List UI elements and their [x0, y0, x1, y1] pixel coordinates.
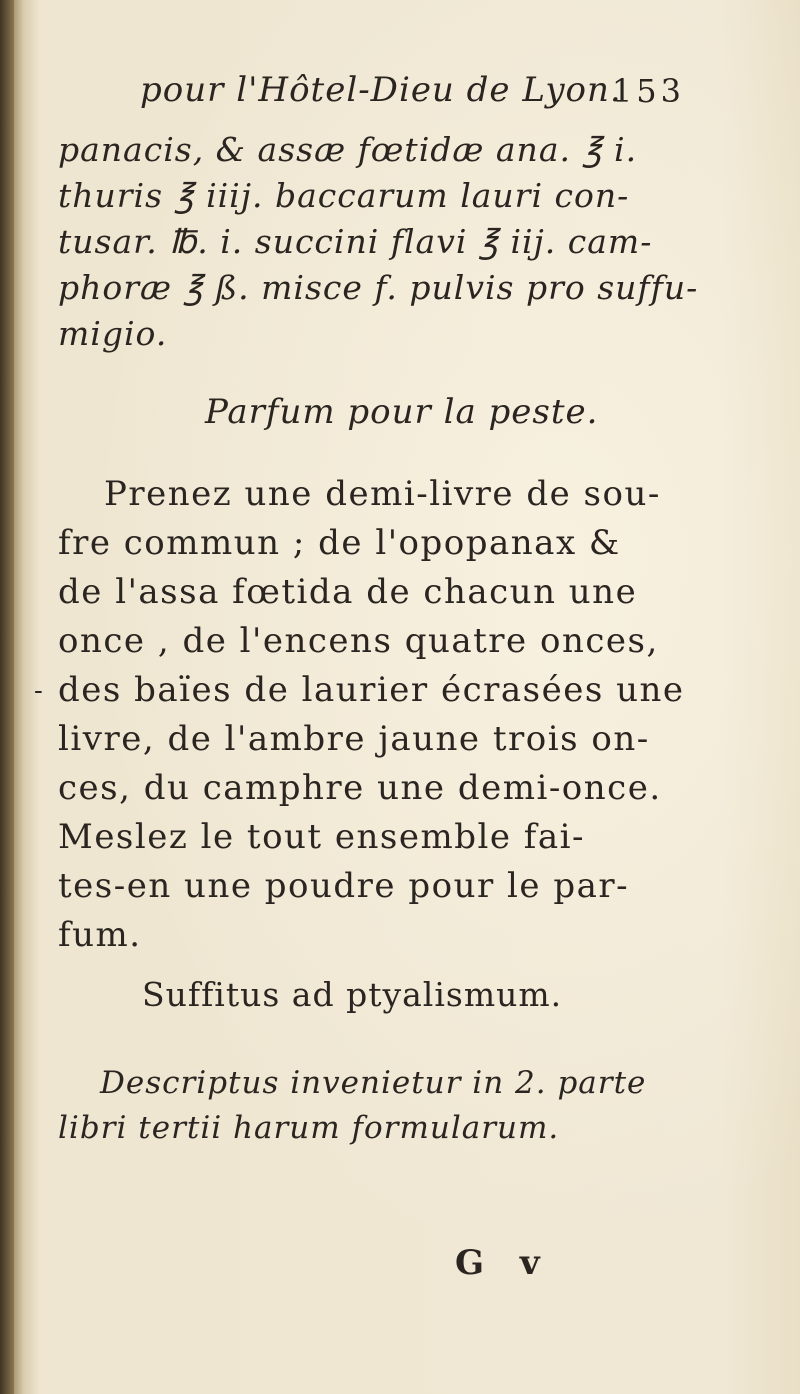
- text-line: livre, de l'ambre jaune trois on-: [58, 719, 650, 759]
- text-line: de l'assa fœtida de chacun une: [58, 572, 638, 612]
- page-number: 153: [611, 72, 685, 110]
- text-line: once , de l'encens quatre onces,: [58, 621, 659, 661]
- note-line: libri tertii harum formularum.: [58, 1110, 560, 1146]
- recipe-line: tusar. ℔. i. succini flavi ℥ iij. cam-: [58, 222, 653, 261]
- text-line: tes-en une poudre pour le par-: [58, 866, 630, 906]
- text-line: ces, du camphre une demi-once.: [58, 768, 662, 808]
- running-head: pour l'Hôtel-Dieu de Lyon.: [140, 70, 622, 110]
- section-title: Parfum pour la peste.: [205, 392, 599, 432]
- text-line: fre commun ; de l'opopanax &: [58, 523, 621, 563]
- recipe-line: migio.: [58, 314, 168, 353]
- margin-mark: -: [34, 676, 43, 706]
- text-line: Prenez une demi-livre de sou-: [104, 474, 661, 514]
- recipe-line: phoræ ℥ ß. misce f. pulvis pro suffu-: [58, 268, 699, 307]
- text-line: Meslez le tout ensemble fai-: [58, 817, 586, 857]
- note-line: Descriptus invenietur in 2. parte: [100, 1065, 647, 1101]
- latin-heading: Suffitus ad ptyalismum.: [142, 975, 563, 1014]
- text-line: fum.: [58, 915, 142, 955]
- recipe-line: panacis, & assæ fœtidæ ana. ℥ i.: [58, 130, 638, 169]
- signature-mark: G v: [455, 1243, 552, 1283]
- binding-gutter: [0, 0, 14, 1394]
- recipe-line: thuris ℥ iiij. baccarum lauri con-: [58, 176, 630, 215]
- text-line: des baïes de laurier écrasées une: [58, 670, 685, 710]
- page-header: [140, 70, 685, 120]
